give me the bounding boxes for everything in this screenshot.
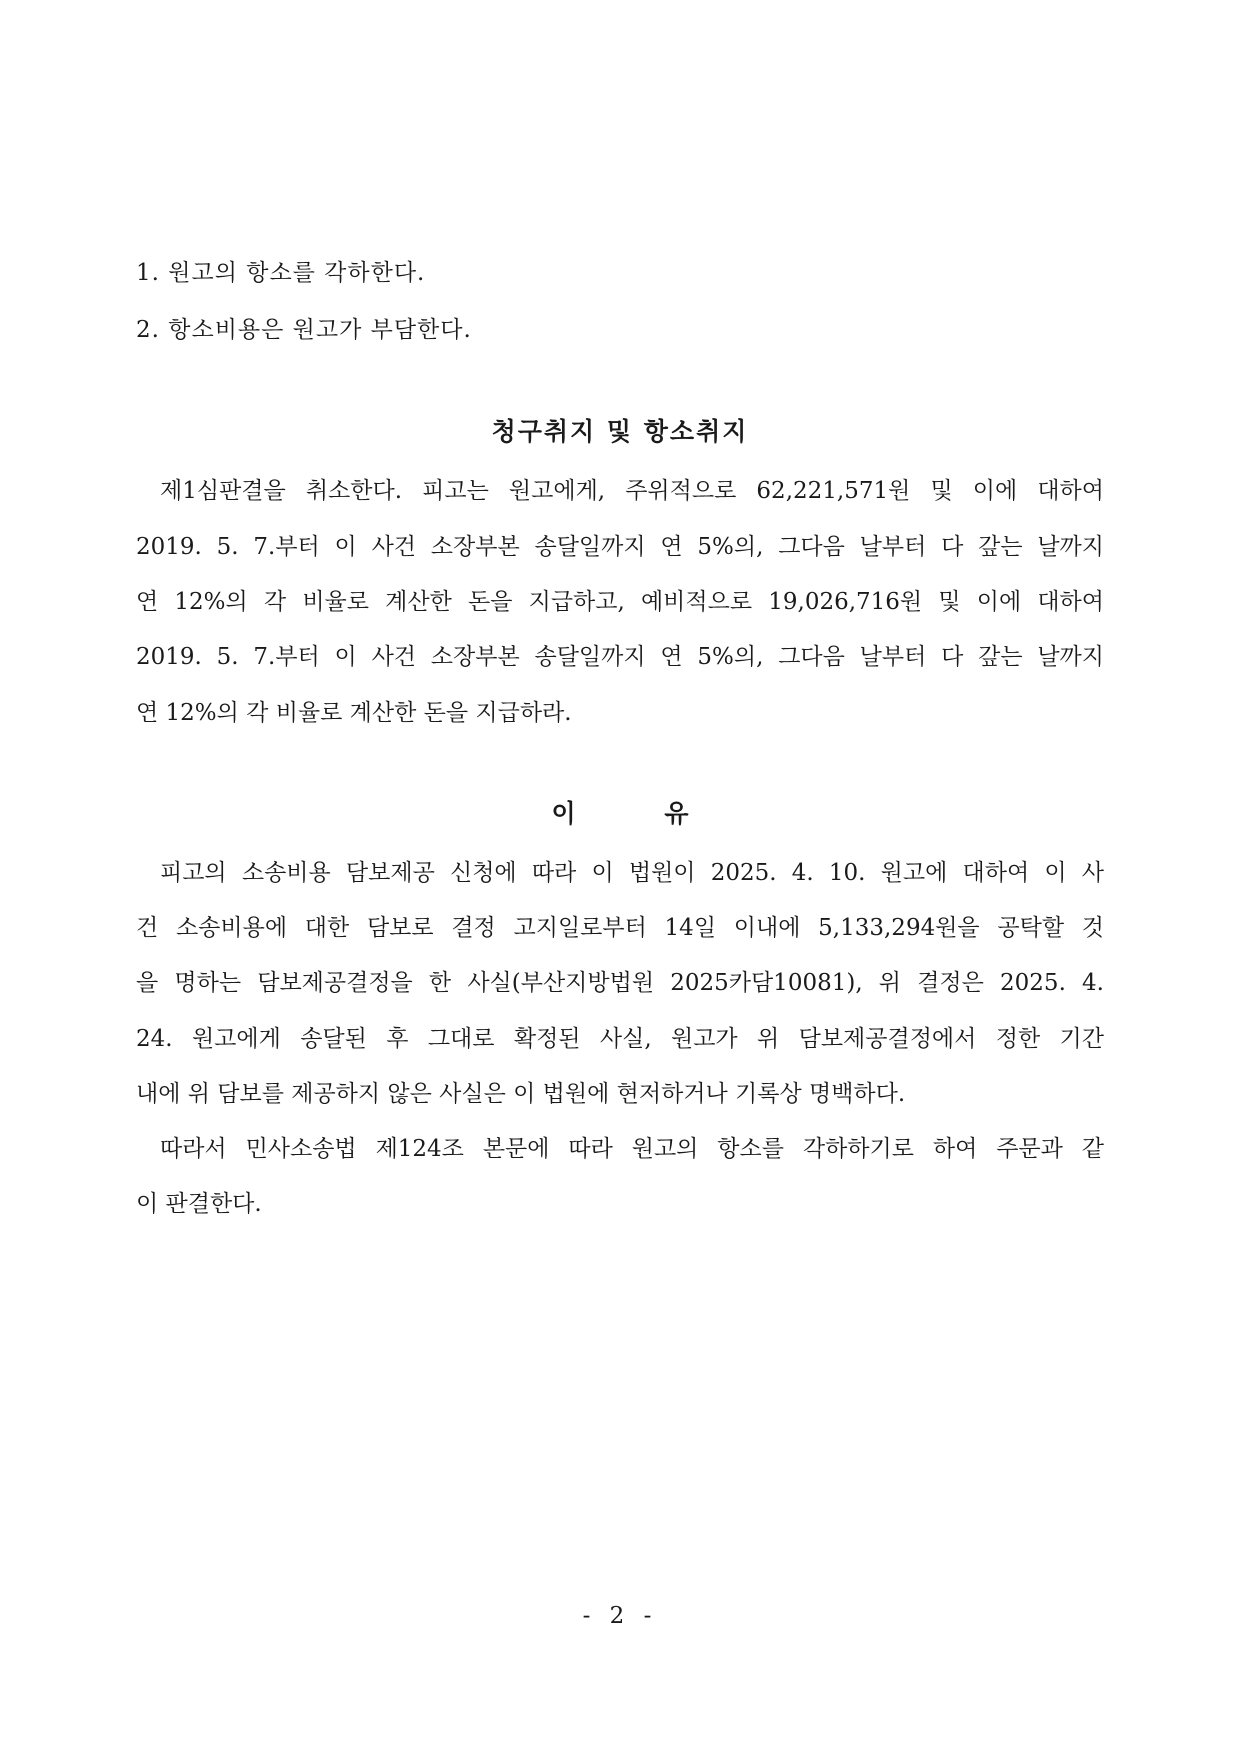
claims-line-3: 연 12%의 각 비율로 계산한 돈을 지급하고, 예비적으로 19,026,716원 및 이에 대하여 <box>136 589 1104 615</box>
reasons-line-7: 이 판결한다. <box>136 1191 262 1217</box>
reasons-line-6: 따라서 민사소송법 제124조 본문에 따라 원고의 항소를 각하하기로 하여 주문과 같 <box>160 1136 1104 1162</box>
reasons-heading: 이 유 <box>551 799 689 828</box>
reasons-line-3: 을 명하는 담보제공결정을 한 사실(부산지방법원 2025카담10081), 위 결정은 2025. 4. <box>136 970 1104 996</box>
claims-line-1: 제1심판결을 취소한다. 피고는 원고에게, 주위적으로 62,221,571원 및 이에 대하여 <box>160 478 1104 504</box>
claims-heading: 청구취지 및 항소취지 <box>491 417 749 446</box>
claims-line-5: 연 12%의 각 비율로 계산한 돈을 지급하라. <box>136 700 572 726</box>
claims-line-4: 2019. 5. 7.부터 이 사건 소장부본 송달일까지 연 5%의, 그다음 날부터 다 갚는 날까지 <box>136 644 1104 670</box>
reasons-line-4: 24. 원고에게 송달된 후 그대로 확정된 사실, 원고가 위 담보제공결정에서 정한 기간 <box>136 1026 1104 1052</box>
page-number: - 2 - <box>582 1603 658 1629</box>
reasons-line-5: 내에 위 담보를 제공하지 않은 사실은 이 법원에 현저하거나 기록상 명백하다. <box>136 1081 906 1107</box>
reasons-line-1: 피고의 소송비용 담보제공 신청에 따라 이 법원이 2025. 4. 10. 원고에 대하여 이 사 <box>160 860 1104 886</box>
reasons-line-2: 건 소송비용에 대한 담보로 결정 고지일로부터 14일 이내에 5,133,294원을 공탁할 것 <box>136 915 1104 941</box>
claims-line-2: 2019. 5. 7.부터 이 사건 소장부본 송달일까지 연 5%의, 그다음 날부터 다 갚는 날까지 <box>136 534 1104 560</box>
order-item-2: 2. 항소비용은 원고가 부담한다. <box>136 317 472 343</box>
order-item-1: 1. 원고의 항소를 각하한다. <box>136 260 426 286</box>
